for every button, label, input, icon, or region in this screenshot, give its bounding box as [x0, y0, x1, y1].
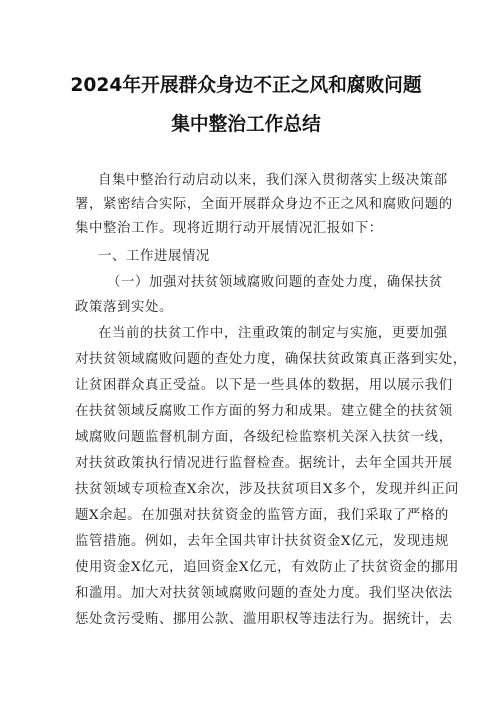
subsection-heading: （一）加强对扶贫领域腐败问题的查处力度，确保扶贫 — [107, 275, 443, 290]
paragraph-line: 让贫困群众真正受益。以下是一些具体的数据，用以展示我们 — [75, 378, 453, 393]
paragraph-line: 自集中整治行动启动以来，我们深入贯彻落实上级决策部 — [98, 173, 448, 188]
paragraph-line: 和滥用。加大对扶贫领域腐败问题的查处力度。我们坚决依法 — [75, 586, 453, 601]
paragraph-line: 域腐败问题监督机制方面，各级纪检监察机关深入扶贫一线， — [75, 430, 453, 445]
paragraph-line: 扶贫领域专项检查X余次，涉及扶贫项目X多个，发现并纠正问 — [75, 482, 460, 497]
paragraph-line: 题X余起。在加强对扶贫资金的监管方面，我们采取了严格的 — [75, 508, 449, 523]
subsection-heading-continued: 政策落到实处。 — [75, 300, 173, 315]
paragraph-line: 集中整治工作。现将近期行动开展情况汇报如下： — [75, 221, 383, 236]
paragraph-line: 使用资金X亿元，追回资金X亿元，有效防止了扶贫资金的挪用 — [75, 560, 460, 575]
paragraph-line: 监管措施。例如，去年全国共审计扶贫资金X亿元，发现违规 — [75, 534, 449, 549]
paragraph-line: 署，紧密结合实际，全面开展群众身边不正之风和腐败问题的 — [75, 197, 453, 212]
paragraph-line: 对扶贫政策执行情况进行监督检查。据统计，去年全国共开展 — [75, 456, 453, 471]
paragraph-line: 惩处贪污受贿、挪用公款、滥用职权等违法行为。据统计，去 — [75, 612, 453, 627]
paragraph-line: 对扶贫领域腐败问题的查处力度，确保扶贫政策真正落到实处， — [75, 352, 467, 367]
paragraph-line: 在当前的扶贫工作中，注重政策的制定与实施，更要加强 — [98, 326, 448, 341]
section-heading: 一、工作进展情况 — [98, 249, 210, 264]
document-title-line-1: 2024年开展群众身边不正之风和腐败问题 — [70, 74, 422, 96]
paragraph-line: 在扶贫领域反腐败工作方面的努力和成果。建立健全的扶贫领 — [75, 404, 453, 419]
document-title-line-2: 集中整治工作总结 — [171, 113, 321, 135]
